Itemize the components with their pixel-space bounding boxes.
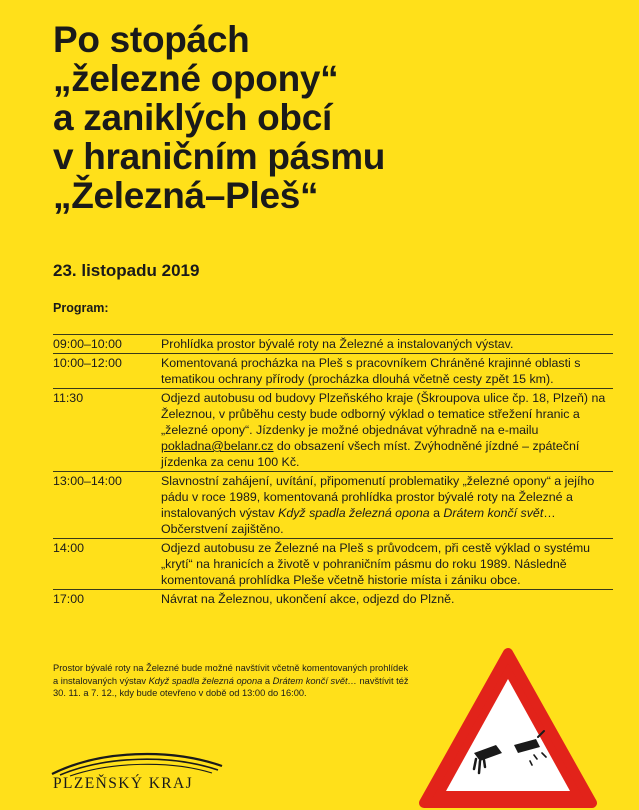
- program-schedule: [53, 334, 613, 608]
- schedule-description: Komentovaná procházka na Pleš s pracovníkem Chráněné krajinné oblasti s tematikou ochrany přírody (procházka dlouhá včetně cesty zpět 15 km).: [161, 356, 581, 386]
- schedule-row: [53, 353, 613, 388]
- schedule-time: 11:30: [53, 391, 84, 405]
- schedule-row: [53, 388, 613, 471]
- schedule-row: [53, 334, 613, 353]
- description-text: Odjezd autobusu od budovy Plzeňského kraje (Škroupova ulice čp. 18, Plzeň) na Železnou, v průběhu cesty bude odborný výklad o tematice střežení hranic a „železné opony“. Jízdenky je možné objednávat výhradně na e-mailu: [161, 391, 606, 437]
- poster-title: [53, 20, 613, 215]
- description-text: … Občerstvení zajištěno.: [161, 506, 556, 536]
- schedule-time: 17:00: [53, 592, 85, 606]
- schedule-description: Odjezd autobusu ze Železné na Pleš s průvodcem, při cestě výklad o systému „krytí“ na hranicích a životě v pohraničním pásmu do roku 1989. Následně komentovaná prohlídka Pleše včetně historie místa i zániku obce.: [161, 541, 591, 587]
- description-text: a: [429, 506, 444, 520]
- schedule-time: 10:00–12:00: [53, 356, 122, 370]
- title-line-1: Po stopách: [53, 19, 250, 60]
- schedule-description: [161, 390, 613, 470]
- schedule-description: Prohlídka prostor bývalé roty na Železné a instalovaných výstav.: [161, 337, 514, 351]
- schedule-description: Návrat na Železnou, ukončení akce, odjezd do Plzně.: [161, 592, 455, 606]
- logo-text: PLZEŇSKÝ KRAJ: [53, 775, 194, 792]
- title-line-4: v hraničním pásmu: [53, 136, 386, 177]
- title-line-2: „železné opony“: [53, 58, 339, 99]
- description-text: do obsazení všech míst. Zvýhodněné jízdné – zpáteční jízdenka za cenu 100 Kč.: [161, 439, 580, 469]
- footnote-text: a: [262, 675, 273, 686]
- schedule-row: [53, 589, 613, 608]
- title-line-5: „Železná–Pleš“: [53, 175, 319, 216]
- exhibition-title: Když spadla železná opona: [148, 675, 263, 686]
- description-text: Slavnostní zahájení, uvítání, připomenutí problematiky „železné opony“ a jejího pádu v roce 1989, komentovaná prohlídka prostor bývalé roty na Železné a instalovaných výstav: [161, 474, 595, 520]
- event-date: 23. listopadu 2019: [53, 261, 200, 280]
- schedule-time: 09:00–10:00: [53, 337, 122, 351]
- footnote-text: Prostor bývalé roty na Železné bude možné navštívit včetně komentovaných prohlídek a instalovaných výstav: [53, 663, 409, 686]
- plzensky-kraj-logo: [50, 748, 225, 798]
- schedule-time: 13:00–14:00: [53, 474, 122, 488]
- title-line-3: a zaniklých obcí: [53, 97, 332, 138]
- email-link[interactable]: pokladna@belanr.cz: [161, 439, 274, 453]
- schedule-time: 14:00: [53, 541, 85, 555]
- exhibition-title: Drátem končí svět…: [272, 675, 357, 686]
- schedule-row: [53, 471, 613, 538]
- schedule-row: [53, 538, 613, 589]
- footnote: [53, 662, 413, 700]
- program-heading: Program:: [53, 301, 109, 315]
- warning-sign-icon: [418, 645, 598, 810]
- schedule-description: [161, 473, 613, 537]
- exhibition-title: Když spadla železná opona: [278, 506, 430, 520]
- exhibition-title: Drátem končí svět: [443, 506, 544, 520]
- footnote-text: navštívit též 30. 11. a 7. 12., kdy bude otevřeno v době od 13:00 do 16:00.: [53, 675, 409, 699]
